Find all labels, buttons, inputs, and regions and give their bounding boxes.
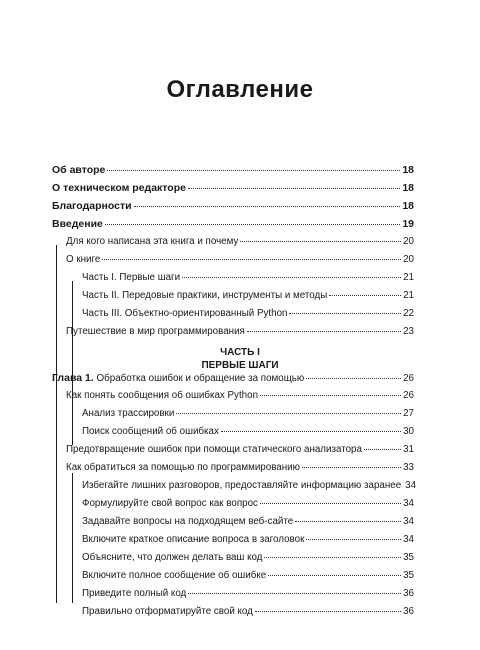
- toc-entry[interactable]: О техническом редакторе 18: [52, 182, 414, 194]
- toc-entry[interactable]: Включите полное сообщение об ошибке 35: [82, 570, 414, 581]
- toc-entry[interactable]: Часть II. Передовые практики, инструменты и методы 21: [82, 290, 414, 301]
- toc-entry[interactable]: Об авторе 18: [52, 164, 414, 176]
- toc-entry[interactable]: Как понять сообщения об ошибках Python 26: [66, 390, 414, 401]
- chapter-number: Глава 1.: [52, 372, 94, 384]
- toc-entry[interactable]: Приведите полный код 36: [82, 588, 414, 599]
- toc-entry[interactable]: Благодарности 18: [52, 200, 414, 212]
- toc-entry[interactable]: Для кого написана эта книга и почему 20: [66, 236, 414, 247]
- part-number: ЧАСТЬ I: [220, 347, 260, 358]
- toc-chapter-entry[interactable]: Глава 1. Обработка ошибок и обращение за помощью 26: [52, 372, 414, 384]
- toc-entry[interactable]: Введение 19: [52, 218, 414, 230]
- chapter-title: Обработка ошибок и обращение за помощью: [96, 373, 305, 384]
- toc-entry[interactable]: Включите краткое описание вопроса в заголовок 34: [82, 534, 414, 545]
- toc-entry[interactable]: Часть III. Объектно-ориентированный Python 22: [82, 308, 414, 319]
- toc-entry[interactable]: Часть I. Первые шаги 21: [82, 272, 414, 283]
- toc-entry[interactable]: Задавайте вопросы на подходящем веб-сайте 34: [82, 516, 414, 527]
- toc-entry[interactable]: О книге 20: [66, 254, 414, 265]
- toc-entry[interactable]: Объясните, что должен делать ваш код 35: [82, 552, 414, 563]
- toc-entry[interactable]: Предотвращение ошибок при помощи статического анализатора 31: [66, 444, 414, 455]
- toc-chapter-1: [52, 369, 417, 621]
- toc-entry[interactable]: Формулируйте свой вопрос как вопрос 34: [82, 498, 414, 509]
- toc-entry[interactable]: Путешествие в мир программирования 23: [66, 326, 414, 337]
- part-title: ПЕРВЫЕ ШАГИ: [201, 360, 279, 371]
- toc-entry[interactable]: Правильно отформатируйте свой код 36: [82, 606, 414, 617]
- toc-front-matter: [52, 161, 414, 341]
- page-title: Оглавление: [166, 76, 314, 103]
- toc-entry[interactable]: Избегайте лишних разговоров, предоставляйте информацию заранее 34: [82, 480, 417, 491]
- toc-entry[interactable]: Поиск сообщений об ошибках 30: [82, 426, 414, 437]
- toc-entry[interactable]: Как обратиться за помощью по программированию 33: [66, 462, 414, 473]
- toc-entry[interactable]: Анализ трассировки 27: [82, 408, 414, 419]
